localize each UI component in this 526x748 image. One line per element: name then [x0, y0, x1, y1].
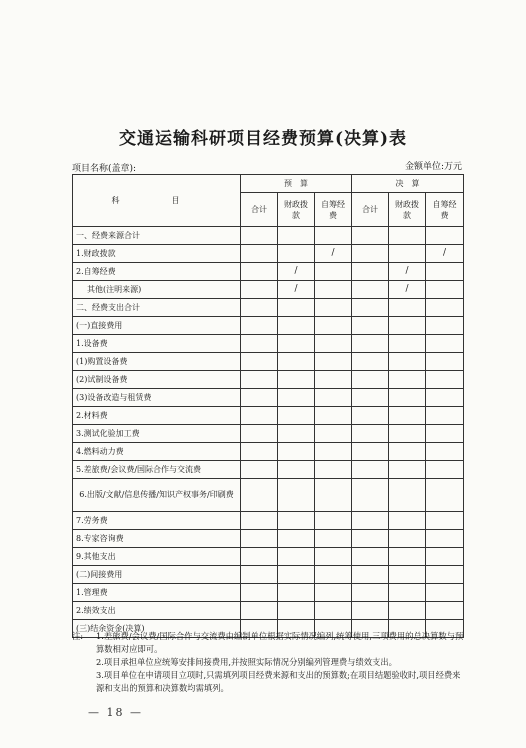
- table-cell[interactable]: [426, 548, 464, 566]
- table-cell[interactable]: [241, 281, 278, 299]
- row-label: 2.材料费: [73, 407, 241, 425]
- table-cell[interactable]: [389, 566, 426, 584]
- table-row: [73, 281, 464, 299]
- table-cell[interactable]: [352, 389, 389, 407]
- table-cell[interactable]: /: [389, 281, 426, 299]
- row-label: 1.财政拨款: [73, 245, 241, 263]
- table-cell[interactable]: [315, 335, 352, 353]
- table-cell[interactable]: [352, 245, 389, 263]
- table-cell[interactable]: [315, 443, 352, 461]
- note-text: 1.差旅费/会议费/国际合作与交流费由编制单位根据实际情况编列,统筹使用,三项费用的总决算数与预算数相对应即可。: [96, 631, 464, 654]
- table-cell[interactable]: [389, 317, 426, 335]
- table-cell[interactable]: [241, 566, 278, 584]
- table-cell[interactable]: [389, 443, 426, 461]
- note-item: [72, 669, 467, 695]
- table-cell[interactable]: [389, 512, 426, 530]
- final-header: 决 算: [352, 175, 464, 193]
- table-row: [73, 548, 464, 566]
- row-label: (1)购置设备费: [73, 353, 241, 371]
- table-row: [73, 317, 464, 335]
- table-row: [73, 299, 464, 317]
- table-row: [73, 389, 464, 407]
- table-row: [73, 512, 464, 530]
- budget-header: 预 算: [241, 175, 352, 193]
- table-cell[interactable]: [278, 479, 315, 512]
- table-row: [73, 353, 464, 371]
- table-cell[interactable]: [389, 371, 426, 389]
- table-row: [73, 245, 464, 263]
- table-row: [73, 407, 464, 425]
- page-number: — 18 —: [88, 706, 143, 719]
- row-label: 7.劳务费: [73, 512, 241, 530]
- table-cell[interactable]: [389, 299, 426, 317]
- table-cell[interactable]: [241, 245, 278, 263]
- note-item: [72, 630, 467, 656]
- table-row: [73, 530, 464, 548]
- table-cell[interactable]: [241, 371, 278, 389]
- table-cell[interactable]: [389, 389, 426, 407]
- subheader-budget-selfraised: 自筹经费: [315, 193, 352, 227]
- row-label: 1.设备费: [73, 335, 241, 353]
- table-body: [73, 227, 464, 638]
- table-cell[interactable]: [278, 461, 315, 479]
- table-cell[interactable]: [315, 461, 352, 479]
- row-label: 9.其他支出: [73, 548, 241, 566]
- row-label: 6.出版/文献/信息传播/知识产权事务/印刷费: [73, 479, 241, 512]
- row-label: 2.自筹经费: [73, 263, 241, 281]
- table-row: [73, 602, 464, 620]
- table-cell[interactable]: [241, 317, 278, 335]
- notes-section: [72, 630, 467, 695]
- table-cell[interactable]: [426, 353, 464, 371]
- table-cell[interactable]: [315, 584, 352, 602]
- table-cell[interactable]: [389, 584, 426, 602]
- table-cell[interactable]: [426, 227, 464, 245]
- table-cell[interactable]: [278, 299, 315, 317]
- table-row: [73, 461, 464, 479]
- row-label: 5.差旅费/会议费/国际合作与交流费: [73, 461, 241, 479]
- table-cell[interactable]: [352, 602, 389, 620]
- table-row: [73, 479, 464, 512]
- table-cell[interactable]: [278, 245, 315, 263]
- table-cell[interactable]: [278, 512, 315, 530]
- table-cell[interactable]: [315, 281, 352, 299]
- table-cell[interactable]: [352, 584, 389, 602]
- table-cell[interactable]: [278, 227, 315, 245]
- table-cell[interactable]: [352, 281, 389, 299]
- table-cell[interactable]: [426, 263, 464, 281]
- table-cell[interactable]: /: [278, 263, 315, 281]
- table-header-row: [73, 175, 464, 193]
- table-cell[interactable]: [241, 584, 278, 602]
- table-cell[interactable]: [389, 245, 426, 263]
- table-cell[interactable]: [426, 335, 464, 353]
- table-cell[interactable]: [426, 389, 464, 407]
- row-label: (3)设备改造与租赁费: [73, 389, 241, 407]
- table-cell[interactable]: [241, 263, 278, 281]
- row-label: 3.测试化验加工费: [73, 425, 241, 443]
- table-cell[interactable]: [278, 371, 315, 389]
- table-cell[interactable]: [278, 353, 315, 371]
- table-cell[interactable]: [352, 461, 389, 479]
- table-cell[interactable]: [389, 227, 426, 245]
- table-cell[interactable]: [315, 566, 352, 584]
- table-cell[interactable]: [426, 584, 464, 602]
- table-cell[interactable]: [352, 227, 389, 245]
- table-cell[interactable]: [352, 479, 389, 512]
- note-text: 2.项目承担单位应统筹安排间接费用,并按照实际情况分别编列管理费与绩效支出。: [96, 657, 397, 667]
- table-cell[interactable]: [278, 530, 315, 548]
- subject-header: 科 目: [73, 175, 241, 227]
- row-label: 二、经费支出合计: [73, 299, 241, 317]
- table-cell[interactable]: [278, 335, 315, 353]
- budget-table: [72, 174, 464, 638]
- row-label: 4.燃料动力费: [73, 443, 241, 461]
- table-cell[interactable]: [278, 602, 315, 620]
- table-cell[interactable]: [315, 227, 352, 245]
- table-cell[interactable]: /: [315, 245, 352, 263]
- table-cell[interactable]: [426, 566, 464, 584]
- table-cell[interactable]: [315, 371, 352, 389]
- table-cell[interactable]: [241, 461, 278, 479]
- table-cell[interactable]: [241, 299, 278, 317]
- table-cell[interactable]: [315, 317, 352, 335]
- table-cell[interactable]: [315, 353, 352, 371]
- table-cell[interactable]: [315, 512, 352, 530]
- row-label: (2)试制设备费: [73, 371, 241, 389]
- table-cell[interactable]: [426, 479, 464, 512]
- table-cell[interactable]: [241, 512, 278, 530]
- table-cell[interactable]: [426, 317, 464, 335]
- table-cell[interactable]: [315, 548, 352, 566]
- table-cell[interactable]: [389, 335, 426, 353]
- table-cell[interactable]: [426, 602, 464, 620]
- subheader-final-total: 合计: [352, 193, 389, 227]
- table-cell[interactable]: [278, 407, 315, 425]
- unit-label: 金额单位:万元: [404, 162, 462, 172]
- table-cell[interactable]: [426, 371, 464, 389]
- table-cell[interactable]: [352, 299, 389, 317]
- row-label: 一、经费来源合计: [73, 227, 241, 245]
- table-cell[interactable]: /: [426, 245, 464, 263]
- notes-prefix: 注:: [72, 631, 84, 641]
- table-cell[interactable]: /: [278, 281, 315, 299]
- table-cell[interactable]: [278, 584, 315, 602]
- subheader-final-selfraised: 自筹经费: [426, 193, 464, 227]
- table-cell[interactable]: [315, 425, 352, 443]
- subheader-final-fiscal: 财政拨款: [389, 193, 426, 227]
- table-cell[interactable]: [352, 371, 389, 389]
- table-cell[interactable]: [241, 335, 278, 353]
- table-cell[interactable]: [426, 461, 464, 479]
- table-cell[interactable]: [352, 425, 389, 443]
- table-cell[interactable]: [315, 389, 352, 407]
- table-cell[interactable]: [389, 602, 426, 620]
- page-title: 交通运输科研项目经费预算(决算)表: [118, 129, 408, 149]
- table-cell[interactable]: [315, 530, 352, 548]
- table-cell[interactable]: [352, 263, 389, 281]
- table-cell[interactable]: [426, 281, 464, 299]
- table-row: [73, 443, 464, 461]
- table-cell[interactable]: [426, 299, 464, 317]
- table-row: [73, 227, 464, 245]
- table-cell[interactable]: [241, 602, 278, 620]
- row-label: 其他(注明来源): [73, 281, 241, 299]
- table-row: [73, 335, 464, 353]
- note-item: [72, 656, 467, 669]
- table-cell[interactable]: [352, 443, 389, 461]
- table-cell[interactable]: [352, 548, 389, 566]
- project-name-label: 项目名称(盖章):: [72, 164, 137, 174]
- row-label: 8.专家咨询费: [73, 530, 241, 548]
- subheader-budget-total: 合计: [241, 193, 278, 227]
- row-label: 1.管理费: [73, 584, 241, 602]
- table-row: [73, 566, 464, 584]
- table-cell[interactable]: [278, 317, 315, 335]
- row-label: 2.绩效支出: [73, 602, 241, 620]
- table-cell[interactable]: [426, 425, 464, 443]
- subheader-budget-fiscal: 财政拨款: [278, 193, 315, 227]
- table-cell[interactable]: [315, 263, 352, 281]
- table-cell[interactable]: [241, 353, 278, 371]
- table-cell[interactable]: [241, 530, 278, 548]
- table-cell[interactable]: [278, 389, 315, 407]
- table-cell[interactable]: [278, 443, 315, 461]
- table-cell[interactable]: [389, 407, 426, 425]
- table-row: [73, 371, 464, 389]
- table-cell[interactable]: [241, 227, 278, 245]
- table-cell[interactable]: [315, 407, 352, 425]
- table-cell[interactable]: [241, 479, 278, 512]
- note-text: 3.项目单位在申请项目立项时,只需填列项目经费来源和支出的预算数;在项目结题验收时,项目经费来源和支出的预算和决算数均需填列。: [96, 670, 461, 693]
- row-label: (二)间接费用: [73, 566, 241, 584]
- table-cell[interactable]: [352, 512, 389, 530]
- table-cell[interactable]: [389, 353, 426, 371]
- table-cell[interactable]: [241, 443, 278, 461]
- table-cell[interactable]: [315, 479, 352, 512]
- table-cell[interactable]: [426, 407, 464, 425]
- table-cell[interactable]: [389, 425, 426, 443]
- table-cell[interactable]: [241, 407, 278, 425]
- table-row: [73, 425, 464, 443]
- table-cell[interactable]: [426, 530, 464, 548]
- table-cell[interactable]: [352, 530, 389, 548]
- table-cell[interactable]: [241, 389, 278, 407]
- table-cell[interactable]: [315, 602, 352, 620]
- table-cell[interactable]: [389, 548, 426, 566]
- table-cell[interactable]: [389, 530, 426, 548]
- table-cell[interactable]: [278, 548, 315, 566]
- table-cell[interactable]: [352, 566, 389, 584]
- table-cell[interactable]: [278, 566, 315, 584]
- table-row: [73, 263, 464, 281]
- table-cell[interactable]: [315, 299, 352, 317]
- table-cell[interactable]: [389, 479, 426, 512]
- table-cell[interactable]: /: [389, 263, 426, 281]
- table-cell[interactable]: [426, 512, 464, 530]
- table-cell[interactable]: [352, 353, 389, 371]
- table-cell[interactable]: [352, 407, 389, 425]
- row-label: (一)直接费用: [73, 317, 241, 335]
- table-cell[interactable]: [352, 317, 389, 335]
- row-label: (三)结余资金(决算): [73, 620, 241, 638]
- table-cell[interactable]: [241, 425, 278, 443]
- table-cell[interactable]: [241, 548, 278, 566]
- table-cell[interactable]: [278, 425, 315, 443]
- table-row: [73, 584, 464, 602]
- table-cell[interactable]: [426, 443, 464, 461]
- table-cell[interactable]: [352, 335, 389, 353]
- table-cell[interactable]: [389, 461, 426, 479]
